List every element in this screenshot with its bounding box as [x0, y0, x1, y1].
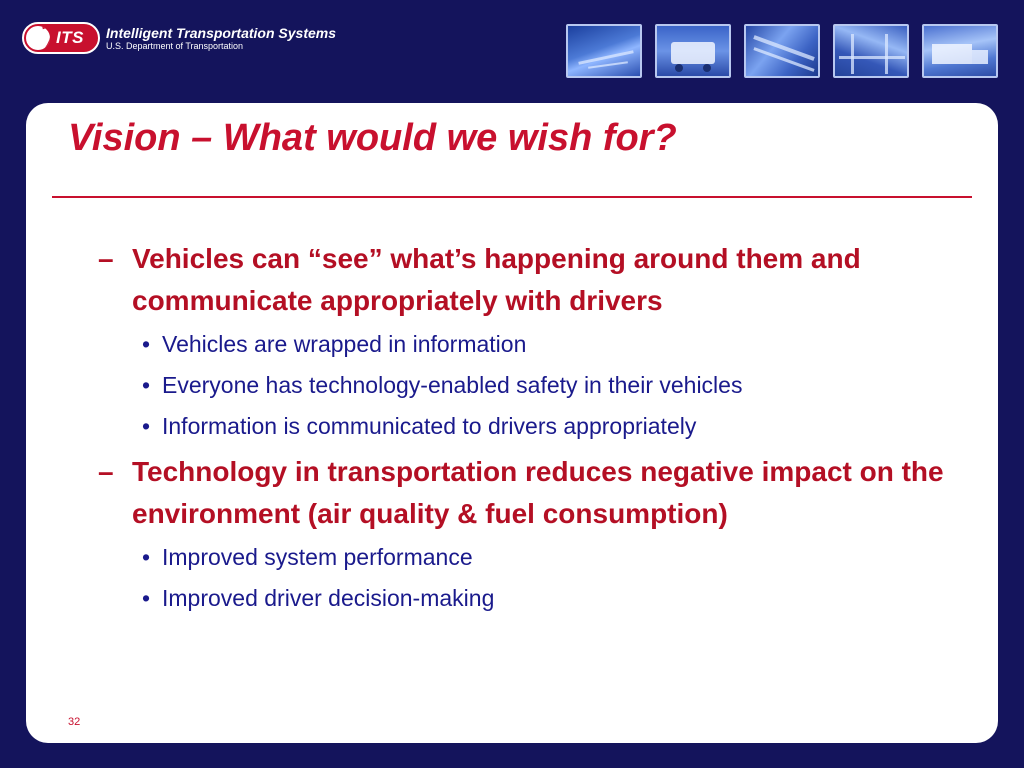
- logo-subtitle: U.S. Department of Transportation: [106, 40, 244, 51]
- bullet-marker: •: [142, 585, 151, 611]
- sub-point: [26, 406, 962, 447]
- logo-title: Intelligent Transportation Systems: [106, 24, 337, 41]
- title-divider: [52, 196, 972, 198]
- bullet-marker: •: [142, 413, 151, 439]
- sub-point-text: Information is communicated to drivers appropriately: [162, 413, 697, 439]
- bullet-marker: •: [142, 372, 151, 398]
- traffic-photo: [744, 24, 820, 78]
- sub-point-text: Everyone has technology-enabled safety in their vehicles: [162, 372, 743, 398]
- sub-point: [26, 324, 962, 365]
- dot-emblem-icon: [26, 26, 50, 50]
- sub-point-text: Vehicles are wrapped in information: [162, 331, 527, 357]
- sub-point-text: Improved system performance: [162, 544, 473, 570]
- header-band: [0, 0, 1024, 96]
- main-point-text: Technology in transportation reduces negative impact on the environment (air quality & fuel consumption): [132, 456, 944, 529]
- dash-marker: –: [98, 243, 114, 274]
- its-logo-badge: [22, 22, 100, 54]
- page-number: 32: [68, 716, 81, 728]
- sub-point: [26, 578, 962, 619]
- logo-text: [106, 25, 336, 52]
- its-logo: [22, 22, 336, 54]
- logo-abbreviation: ITS: [56, 28, 84, 47]
- sub-point: [26, 537, 962, 578]
- dash-marker: –: [98, 456, 114, 487]
- sub-point: [26, 365, 962, 406]
- main-point: [26, 238, 952, 322]
- main-point: [26, 451, 952, 535]
- slide-title: Vision – What would we wish for?: [68, 117, 677, 159]
- header-photo-strip: [566, 24, 998, 78]
- bullet-marker: •: [142, 544, 151, 570]
- main-point-text: Vehicles can “see” what’s happening around them and communicate appropriately with drivers: [132, 243, 861, 316]
- road-photo: [566, 24, 642, 78]
- slide-body: [26, 238, 998, 619]
- bridge-photo: [833, 24, 909, 78]
- sub-point-text: Improved driver decision-making: [162, 585, 495, 611]
- bullet-marker: •: [142, 331, 151, 357]
- ambulance-photo: [655, 24, 731, 78]
- truck-photo: [922, 24, 998, 78]
- slide-content-panel: [26, 103, 998, 743]
